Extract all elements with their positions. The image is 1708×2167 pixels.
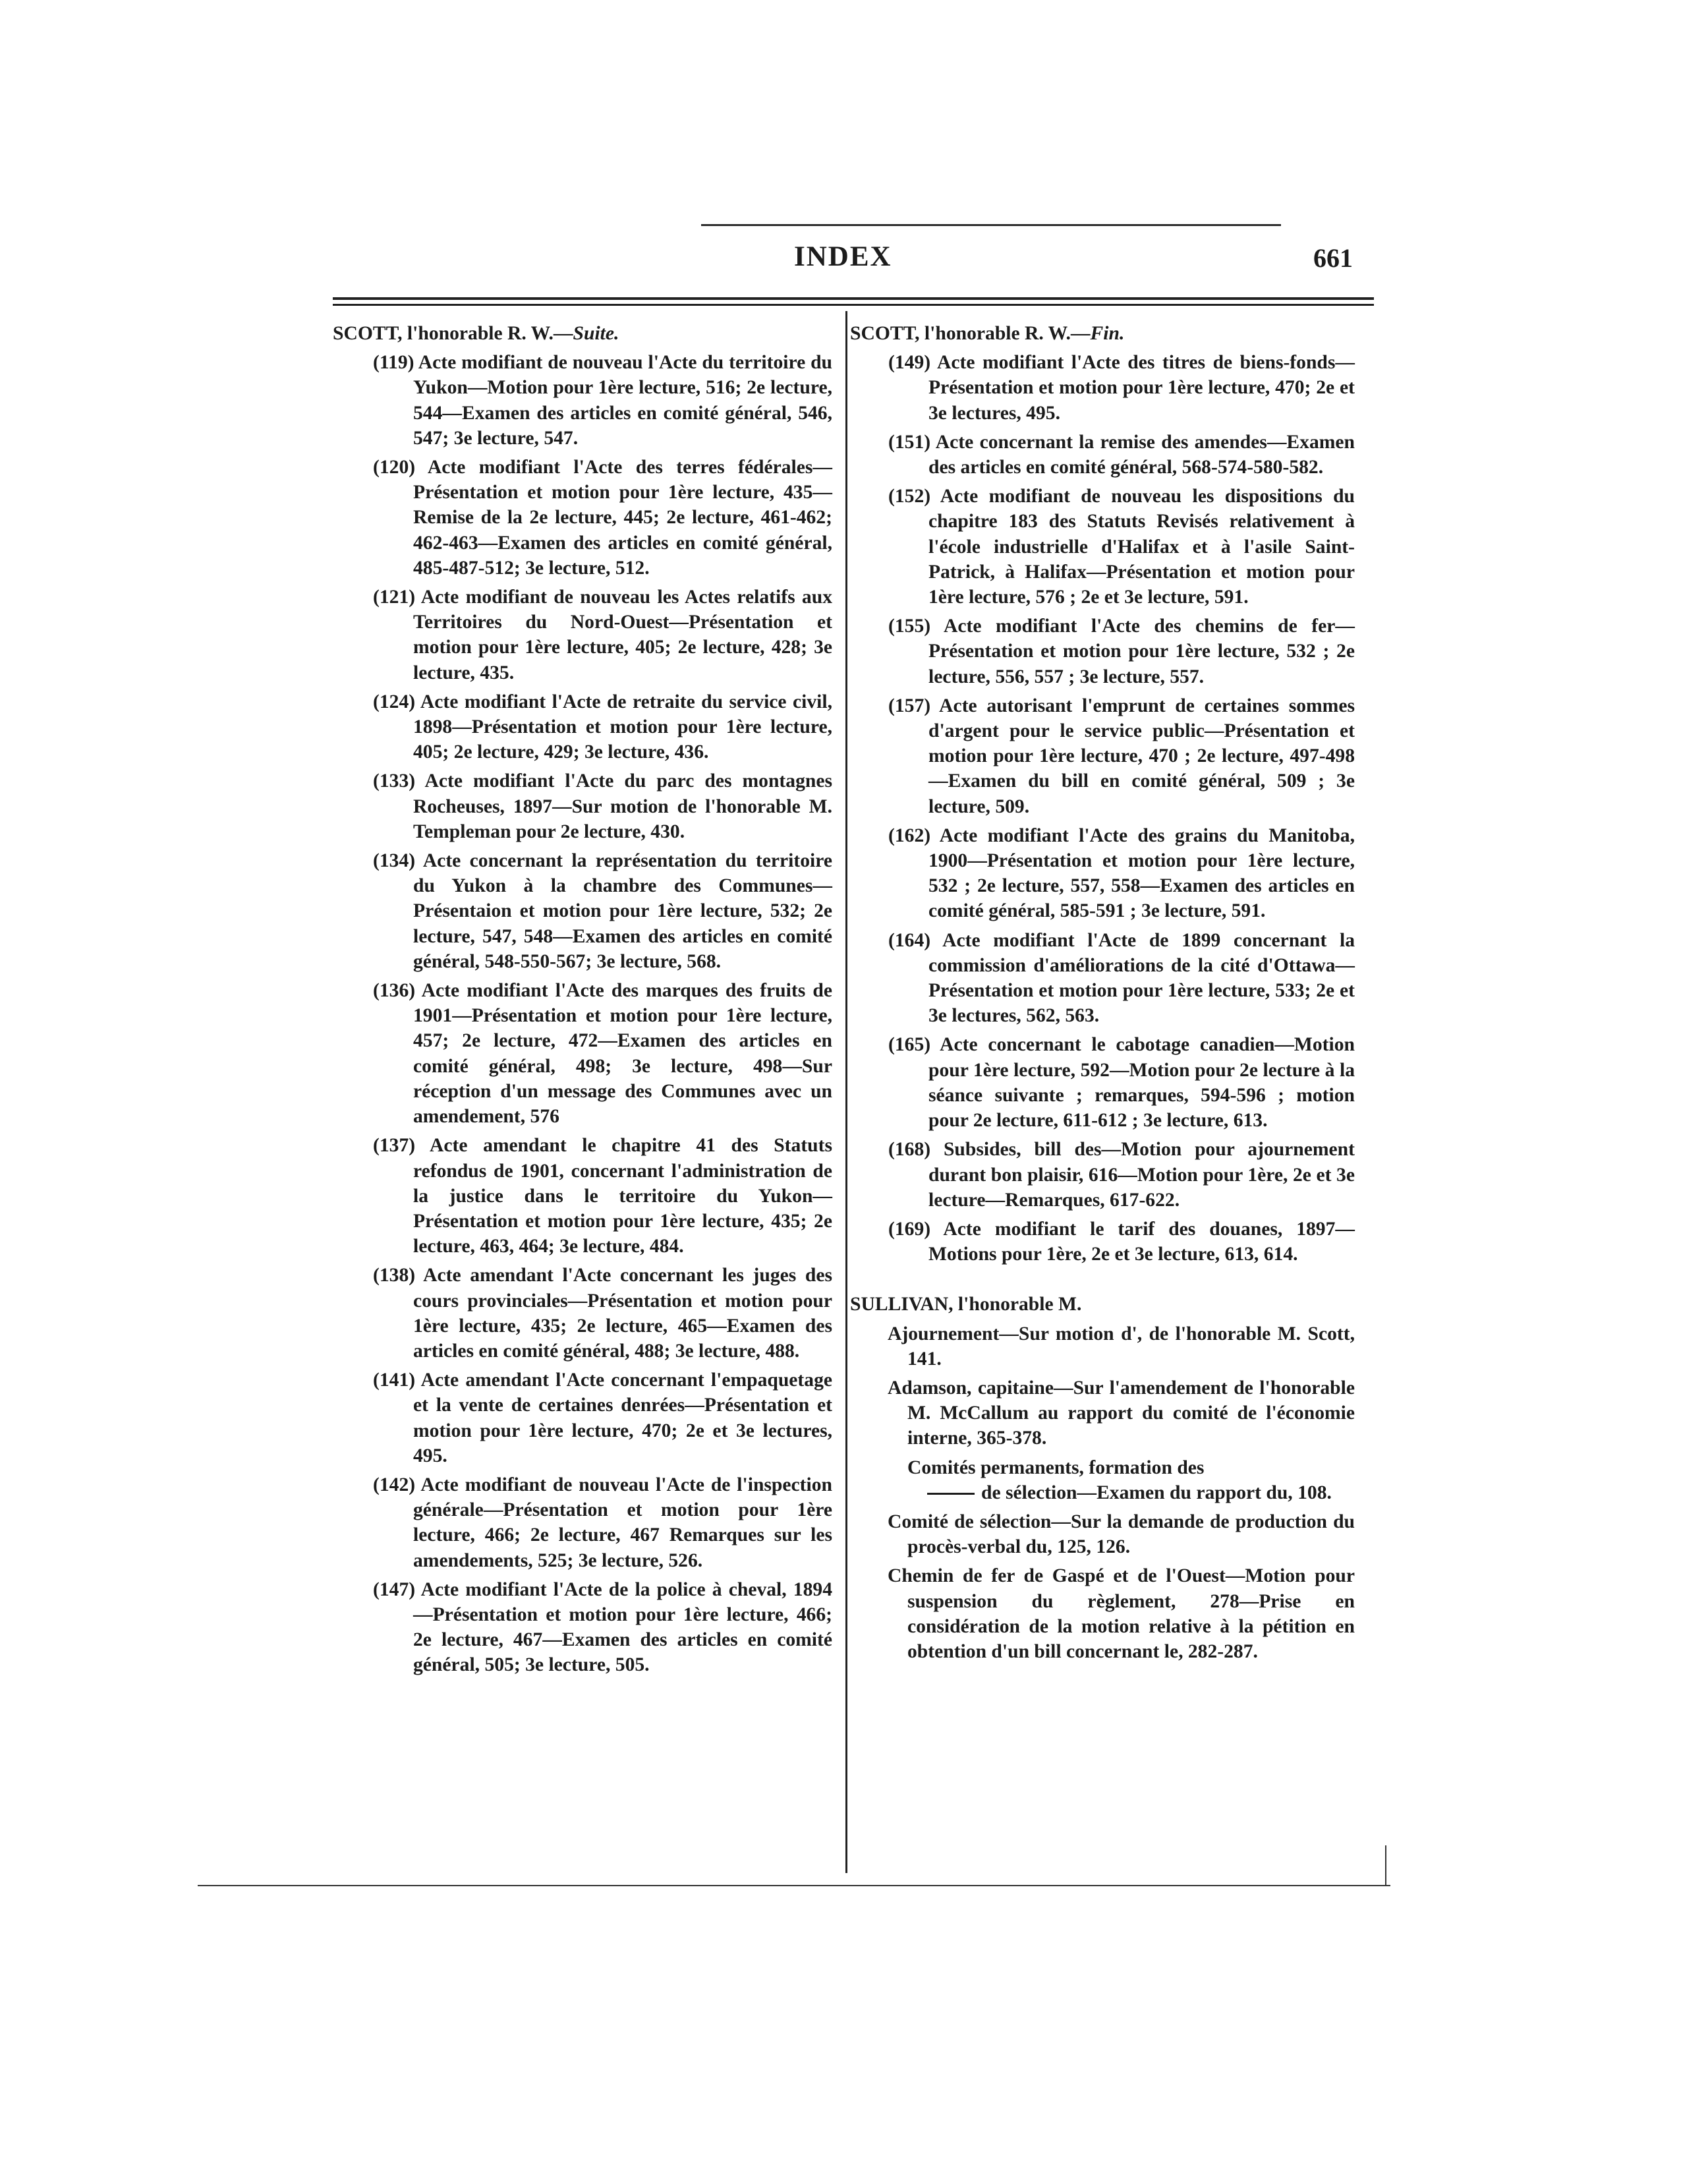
column-heading xyxy=(850,321,1355,346)
index-entry: (142) Acte modifiant de nouveau l'Acte de l'inspection générale—Présentation et motion pour 1ère lecture, 466; 2e lecture, 467 Remarques sur les amendements, 525; 3e lecture, 526. xyxy=(373,1474,832,1571)
index-entry: (119) Acte modifiant de nouveau l'Acte du territoire du Yukon—Motion pour 1ère lecture, 516; 2e lecture, 544—Examen des articles en comité général, 546, 547; 3e lecture, 547. xyxy=(373,352,832,449)
index-entry: (137) Acte amendant le chapitre 41 des Statuts refondus de 1901, concernant l'administration de la justice dans le territoire du Yukon—Présentation et motion pour 1ère lecture, 435; 2e lecture, 463, 464; 3e lecture, 484. xyxy=(373,1135,832,1257)
footer-rule xyxy=(198,1885,1390,1886)
index-entry: (138) Acte amendant l'Acte concernant les juges des cours provinciales—Présentation et motion pour 1ère lecture, 435; 2e lecture, 465—Examen des articles en comité général, 488; 3e lecture, 488. xyxy=(373,1265,832,1362)
index-entry: (120) Acte modifiant l'Acte des terres fédérales—Présentation et motion pour 1ère lecture, 435—Remise de la 2e lecture, 445; 2e lecture, 461-462; 462-463—Examen des articles en comité général, 485-487-512; 3e lecture, 512. xyxy=(373,457,832,579)
heading-name: SCOTT, l'honorable R. W.— xyxy=(333,323,573,344)
index-entry: (151) Acte concernant la remise des amendes—Examen des articles en comité général, 568-574-580-582. xyxy=(888,431,1355,478)
sullivan-entry-comites xyxy=(888,1455,1355,1505)
column-heading xyxy=(333,321,832,346)
index-entry: (133) Acte modifiant l'Acte du parc des montagnes Rocheuses, 1897—Sur motion de l'honorable M. Templeman pour 2e lecture, 430. xyxy=(373,770,832,842)
sullivan-entry-line: Comités permanents, formation des xyxy=(907,1457,1205,1478)
header-double-rule-lower xyxy=(333,304,1374,306)
heading-name: SCOTT, l'honorable R. W.— xyxy=(850,323,1091,344)
index-entry: (168) Subsides, bill des—Motion pour ajournement durant bon plaisir, 616—Motion pour 1ère, 2e et 3e lecture—Remarques, 617-622. xyxy=(888,1139,1355,1211)
index-entry: (157) Acte autorisant l'emprunt de certaines sommes d'argent pour le service public—Présentation et motion pour 1ère lecture, 470 ; 2e lecture, 497-498—Examen du bill en comité général, 509 ; 3e lecture, 509. xyxy=(888,695,1355,817)
right-column xyxy=(850,321,1355,1668)
index-entry: (141) Acte amendant l'Acte concernant l'empaquetage et la vente de certaines denrées—Présentation et motion pour 1ère lecture, 470; 2e et 3e lectures, 495. xyxy=(373,1370,832,1466)
index-entry: (169) Acte modifiant le tarif des douanes, 1897—Motions pour 1ère, 2e et 3e lecture, 613, 614. xyxy=(888,1218,1355,1265)
index-entry: (155) Acte modifiant l'Acte des chemins de fer—Présentation et motion pour 1ère lecture, 532 ; 2e lecture, 556, 557 ; 3e lecture, 557. xyxy=(888,616,1355,687)
heading-suffix: Suite. xyxy=(573,323,619,344)
em-dash-rule xyxy=(927,1493,975,1495)
index-entry: (147) Acte modifiant l'Acte de la police à cheval, 1894—Présentation et motion pour 1ère lecture, 466; 2e lecture, 467—Examen des articles en comité général, 505; 3e lecture, 505. xyxy=(373,1578,832,1676)
footer-corner-mark xyxy=(1385,1845,1386,1885)
sullivan-entry-subline xyxy=(907,1480,1355,1505)
column-heading-sullivan: SULLIVAN, l'honorable M. xyxy=(850,1294,1082,1315)
sullivan-entry: Comité de sélection—Sur la demande de production du procès-verbal du, 125, 126. xyxy=(888,1511,1355,1558)
sullivan-entry-subtext: de sélection—Examen du rapport du, 108. xyxy=(981,1482,1332,1503)
header-double-rule-upper xyxy=(333,297,1374,300)
index-entry: (152) Acte modifiant de nouveau les dispositions du chapitre 183 des Statuts Revisés relativement à l'école industrielle d'Halifax et à l'asile Saint-Patrick, à Halifax—Présentation et motion pour 1ère lecture, 576 ; 2e et 3e lecture, 591. xyxy=(888,486,1355,608)
left-column xyxy=(333,321,832,1682)
page-number: 661 xyxy=(1313,243,1353,273)
header-top-rule xyxy=(701,224,1281,226)
heading-suffix: Fin. xyxy=(1090,323,1125,344)
index-entry: (134) Acte concernant la représentation du territoire du Yukon à la chambre des Communes—Présentaion et motion pour 1ère lecture, 532; 2e lecture, 547, 548—Examen des articles en comité général, 548-550-567; 3e lecture, 568. xyxy=(373,850,832,972)
sullivan-entry: Ajournement—Sur motion d', de l'honorable M. Scott, 141. xyxy=(888,1323,1355,1370)
page-title: INDEX xyxy=(794,241,892,272)
column-divider xyxy=(845,311,847,1873)
index-entry: (124) Acte modifiant l'Acte de retraite du service civil, 1898—Présentation et motion pour 1ère lecture, 405; 2e lecture, 429; 3e lecture, 436. xyxy=(373,691,832,763)
index-entry: (162) Acte modifiant l'Acte des grains du Manitoba, 1900—Présentation et motion pour 1ère lecture, 532 ; 2e lecture, 557, 558—Examen des articles en comité général, 585-591 ; 3e lecture, 591. xyxy=(888,824,1355,922)
index-entry: (121) Acte modifiant de nouveau les Actes relatifs aux Territoires du Nord-Ouest—Présentation et motion pour 1ère lecture, 405; 2e lecture, 428; 3e lecture, 435. xyxy=(373,587,832,683)
index-entry: (149) Acte modifiant l'Acte des titres de biens-fonds—Présentation et motion pour 1ère lecture, 470; 2e et 3e lectures, 495. xyxy=(888,352,1355,424)
index-entry: (136) Acte modifiant l'Acte des marques des fruits de 1901—Présentation et motion pour 1ère lecture, 457; 2e lecture, 472—Examen des articles en comité général, 498; 3e lecture, 498—Sur réception d'un message des Communes avec un amendement, 576 xyxy=(373,980,832,1128)
sullivan-entry: Chemin de fer de Gaspé et de l'Ouest—Motion pour suspension du règlement, 278—Prise en considération de la motion relative à la pétition en obtention d'un bill concernant le, 282-287. xyxy=(888,1565,1355,1662)
index-entry: (165) Acte concernant le cabotage canadien—Motion pour 1ère lecture, 592—Motion pour 2e lecture à la séance suivante ; remarques, 594-596 ; motion pour 2e lecture, 611-612 ; 3e lecture, 613. xyxy=(888,1034,1355,1132)
index-entry: (164) Acte modifiant l'Acte de 1899 concernant la commission d'améliorations de la cité d'Ottawa—Présentation et motion pour 1ère lecture, 533; 2e et 3e lectures, 562, 563. xyxy=(888,929,1355,1027)
sullivan-entry: Adamson, capitaine—Sur l'amendement de l'honorable M. McCallum au rapport du comité de l'économie interne, 365-378. xyxy=(888,1377,1355,1449)
